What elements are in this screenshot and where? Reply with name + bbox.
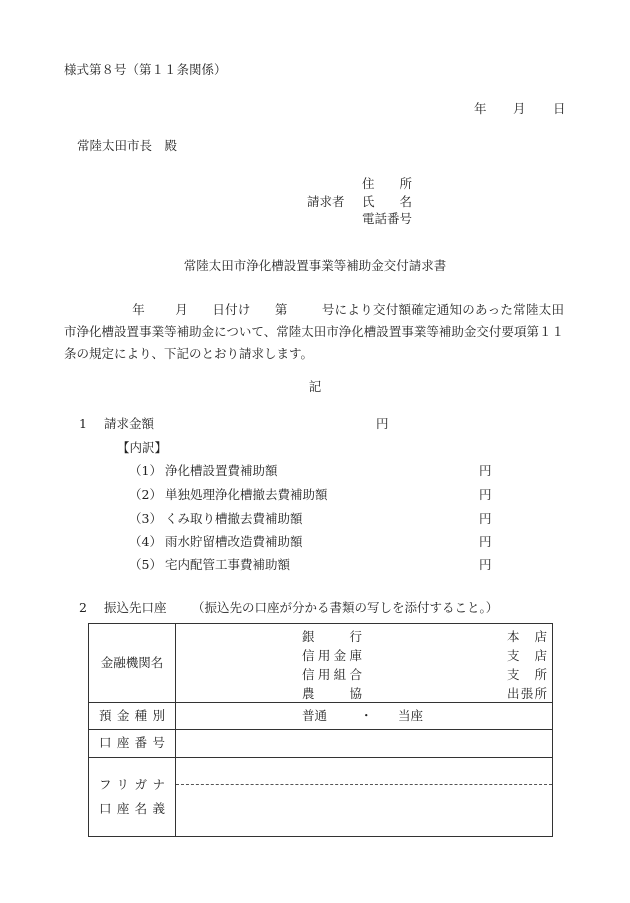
body-paragraph xyxy=(64,299,564,365)
document-title: 常陸太田市浄化槽設置事業等補助金交付請求書 xyxy=(183,258,447,273)
item-5-unit: 円 xyxy=(479,557,492,572)
section2-number: 2 xyxy=(79,600,87,615)
item-5-num: （5） xyxy=(129,557,162,572)
section2-note: （振込先の口座が分かる書類の写しを添付すること。） xyxy=(192,600,499,615)
item-1-num: （1） xyxy=(129,463,162,478)
deposit-type-value-cell xyxy=(176,703,553,730)
requester-role-label: 請求者 xyxy=(307,194,345,209)
item-3-num: （3） xyxy=(129,511,162,526)
date-month-label: 月 xyxy=(513,101,526,116)
institution-type-list xyxy=(302,627,362,703)
body-month: 月 xyxy=(175,302,189,317)
deposit-type-row xyxy=(89,703,553,730)
breakdown-label: 【内訳】 xyxy=(117,440,168,455)
bank-account-table xyxy=(88,623,553,837)
account-number-label: 口座番号 xyxy=(99,735,165,751)
item-1-label: 浄化槽設置費補助額 xyxy=(165,463,278,478)
branch-type-agency[interactable]: 出張所 xyxy=(507,686,547,701)
item-2-unit: 円 xyxy=(479,487,492,502)
account-name-row xyxy=(89,758,553,837)
account-name-label: 口座名義 xyxy=(99,801,165,816)
branch-type-head-office[interactable]: 本店 xyxy=(507,629,547,644)
section1-label: 請求金額 xyxy=(104,416,155,431)
branch-type-sub-branch[interactable]: 支所 xyxy=(507,667,547,682)
addressee: 常陸太田市長 殿 xyxy=(77,138,178,153)
date-day-label: 日 xyxy=(553,101,566,116)
institution-type-bank[interactable]: 銀行 xyxy=(302,629,362,644)
section1-number: 1 xyxy=(79,416,87,431)
section1-unit: 円 xyxy=(376,416,389,431)
section2-label: 振込先口座 xyxy=(104,600,167,615)
account-number-row xyxy=(89,730,553,758)
deposit-type-label-cell xyxy=(89,703,176,730)
account-name-field[interactable] xyxy=(176,758,553,837)
body-year: 年 xyxy=(132,302,146,317)
account-number-field[interactable] xyxy=(176,730,553,758)
furigana-label: フリガナ xyxy=(99,777,165,792)
deposit-option-separator: ・ xyxy=(360,708,373,723)
branch-type-list xyxy=(507,627,547,703)
item-4-unit: 円 xyxy=(479,534,492,549)
body-date-suffix: 日付け xyxy=(212,302,251,317)
body-number-prefix: 第 xyxy=(274,302,288,317)
institution-type-nokyo[interactable]: 農協 xyxy=(302,686,362,701)
item-3-unit: 円 xyxy=(479,511,492,526)
item-2-label: 単独処理浄化槽撤去費補助額 xyxy=(165,487,328,502)
item-5-label: 宅内配管工事費補助額 xyxy=(165,557,291,572)
item-4-num: （4） xyxy=(129,534,162,549)
institution-row xyxy=(89,624,553,703)
account-name-label-cell xyxy=(89,758,176,837)
institution-label: 金融機関名 xyxy=(100,654,164,670)
deposit-option-ordinary[interactable]: 普通 xyxy=(302,708,328,723)
deposit-option-current[interactable]: 当座 xyxy=(398,708,424,723)
date-year-label: 年 xyxy=(474,101,487,116)
body-text: 号により交付額確定通知のあった常陸太田市浄化槽設置事業等補助金について、常陸太田市浄化槽設置事業等補助金交付要項第１１条の規定により、下記のとおり請求します。 xyxy=(64,302,564,361)
item-4-label: 雨水貯留槽改造費補助額 xyxy=(165,534,303,549)
item-1-unit: 円 xyxy=(479,463,492,478)
item-3-label: くみ取り槽撤去費補助額 xyxy=(165,511,303,526)
form-number: 様式第８号（第１１条関係） xyxy=(64,62,227,77)
ki-heading: 記 xyxy=(308,379,322,394)
institution-type-shinkin[interactable]: 信用金庫 xyxy=(302,648,362,663)
branch-type-branch[interactable]: 支店 xyxy=(507,648,547,663)
institution-value-cell[interactable] xyxy=(176,624,553,703)
institution-label-cell xyxy=(89,624,176,703)
institution-type-shinkumi[interactable]: 信用組合 xyxy=(302,667,362,682)
account-number-label-cell xyxy=(89,730,176,758)
requester-name-label: 氏 名 xyxy=(362,194,412,209)
deposit-type-label: 預金種別 xyxy=(99,707,165,723)
furigana-divider xyxy=(176,784,552,785)
item-2-num: （2） xyxy=(129,487,162,502)
requester-phone-label: 電話番号 xyxy=(362,211,413,226)
requester-address-label: 住 所 xyxy=(362,176,412,191)
